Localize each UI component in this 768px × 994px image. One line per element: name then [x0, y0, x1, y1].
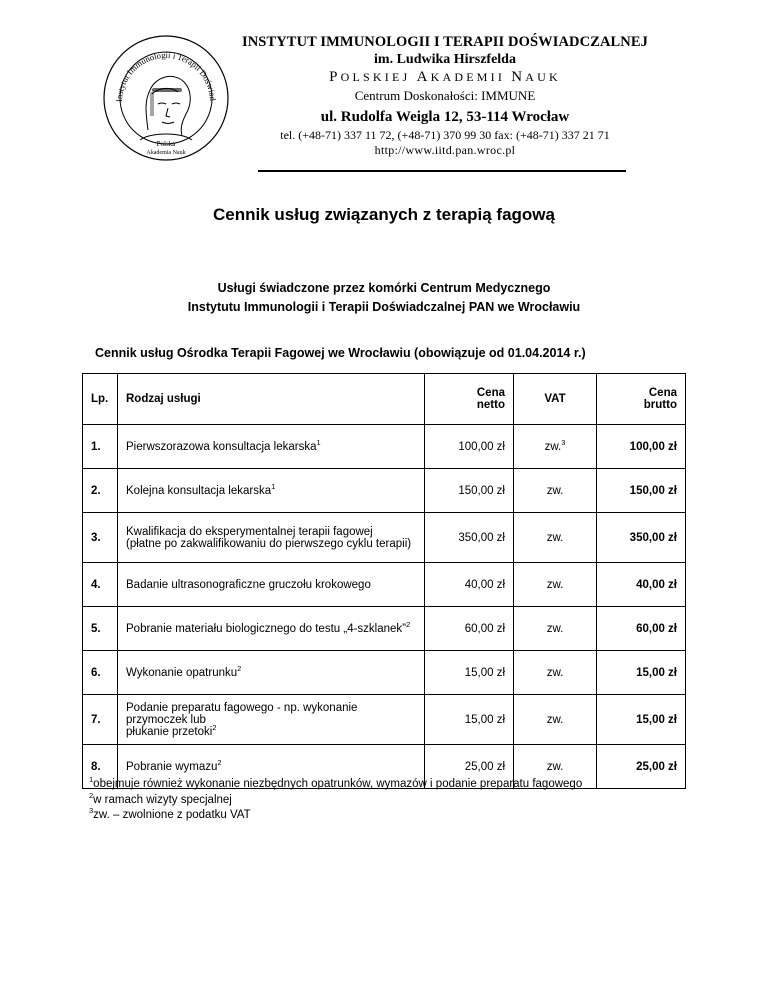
header-net-line1: Cena: [476, 387, 505, 399]
net-price: 15,00 zł: [425, 651, 514, 695]
footnotes: [89, 777, 582, 824]
service-name-line1: Kolejna konsultacja lekarska: [126, 484, 272, 497]
vat-status: [514, 513, 597, 563]
service-name: [118, 513, 425, 563]
letterhead: [230, 34, 660, 158]
header-gross-price: [597, 374, 686, 425]
letterhead-divider: [258, 170, 626, 172]
table-row: [83, 513, 686, 563]
vat-value: zw.: [546, 622, 564, 635]
gross-price: 25,00 zł: [597, 745, 686, 789]
academy-name: POLSKIEJ AKADEMII NAUK: [329, 69, 561, 85]
vat-status: [514, 651, 597, 695]
gross-price: 100,00 zł: [597, 425, 686, 469]
institute-patron: im. Ludwika Hirszfelda: [374, 52, 516, 67]
services-intro: [0, 279, 768, 317]
table-header-row: [83, 374, 686, 425]
table-row: [83, 695, 686, 745]
document-title: Cennik usług związanych z terapią fagową: [213, 205, 555, 224]
table-row: [83, 651, 686, 695]
service-name: [118, 469, 425, 513]
vat-status: [514, 469, 597, 513]
table-row: [83, 425, 686, 469]
footnote-ref: 2: [237, 663, 242, 673]
net-price: 40,00 zł: [425, 563, 514, 607]
footnote-ref: 2: [217, 757, 222, 767]
intro-line-2: Instytutu Immunologii i Terapii Doświadczalnej PAN we Wrocławiu: [187, 300, 581, 314]
service-name: [118, 695, 425, 745]
table-row: [83, 469, 686, 513]
price-list-heading: Cennik usług Ośrodka Terapii Fagowej we Wrocławiu (obowiązuje od 01.04.2014 r.): [95, 346, 586, 360]
footnote: [89, 777, 582, 793]
service-name-line2: (płatne po zakwalifikowaniu do pierwszego cyklu terapii): [126, 537, 412, 550]
footnote-ref: 2: [212, 722, 217, 732]
footnote: [89, 790, 582, 809]
net-price: 25,00 zł: [425, 745, 514, 789]
gross-price: 60,00 zł: [597, 607, 686, 651]
logo-bottom-text-2: Akademia Nauk: [146, 150, 186, 156]
institute-address: ul. Rudolfa Weigla 12, 53-114 Wrocław: [320, 109, 570, 125]
table-row: [83, 563, 686, 607]
price-table: [82, 373, 686, 789]
service-name-line1: Pierwszorazowa konsultacja lekarska: [126, 440, 317, 453]
table-row: [83, 607, 686, 651]
vat-status: [514, 563, 597, 607]
vat-status: [514, 425, 597, 469]
header-net-price: [425, 374, 514, 425]
service-name-line2: płukanie przetoki: [126, 725, 213, 738]
logo-ring-text: Instytut Immunologii i Terapii Doświad: [113, 49, 219, 103]
centre-name: Centrum Doskonałości: IMMUNE: [354, 88, 536, 103]
gross-price: 15,00 zł: [597, 695, 686, 745]
row-number: 4.: [83, 563, 118, 607]
service-name-line1: Pobranie wymazu: [126, 760, 218, 773]
service-name-line1: Pobranie materiału biologicznego do testu „4-szklanek”: [126, 622, 406, 635]
logo-bottom-text-1: Polska: [156, 140, 176, 148]
vat-value: zw.: [546, 531, 564, 544]
gross-price: 15,00 zł: [597, 651, 686, 695]
service-name-line1: Wykonanie opatrunku: [126, 666, 238, 679]
net-price: 60,00 zł: [425, 607, 514, 651]
footnote-mark: 2: [89, 790, 94, 800]
service-name: [118, 607, 425, 651]
header-lp: Lp.: [83, 374, 118, 425]
row-number: 7.: [83, 695, 118, 745]
intro-line-1: Usługi świadczone przez komórki Centrum Medycznego: [217, 281, 551, 295]
header-gross-line1: Cena: [648, 387, 677, 399]
vat-value: zw.: [546, 578, 564, 591]
net-price: 100,00 zł: [425, 425, 514, 469]
vat-value: zw.: [546, 484, 564, 497]
contact-phones: tel. (+48-71) 337 11 72, (+48-71) 370 99 30 fax: (+48-71) 337 21 71: [280, 128, 610, 142]
service-name-line1: Badanie ultrasonograficzne gruczołu krokowego: [126, 578, 371, 591]
footnote-mark: 3: [89, 806, 94, 815]
service-name-line1: Podanie preparatu fagowego - np. wykonanie przymoczek lub: [126, 701, 358, 726]
header-net-line2: netto: [476, 399, 505, 411]
service-name-line1: Kwalifikacja do eksperymentalnej terapii fagowej: [126, 525, 373, 538]
vat-value: zw.: [546, 760, 564, 773]
row-number: 6.: [83, 651, 118, 695]
gross-price: 40,00 zł: [597, 563, 686, 607]
vat-status: [514, 695, 597, 745]
vat-value: zw.: [544, 440, 562, 453]
gross-price: 150,00 zł: [597, 469, 686, 513]
vat-value: zw.: [546, 666, 564, 679]
footnote-text: zw. – zwolnione z podatku VAT: [93, 809, 251, 821]
service-name: [118, 425, 425, 469]
footnote-mark: 1: [89, 775, 94, 784]
row-number: 3.: [83, 513, 118, 563]
vat-value: zw.: [546, 713, 564, 726]
website-link[interactable]: http://www.iitd.pan.wroc.pl: [374, 143, 516, 157]
net-price: 350,00 zł: [425, 513, 514, 563]
row-number: 2.: [83, 469, 118, 513]
header-gross-line2: brutto: [643, 399, 677, 411]
footnote-text: obejmuje również wykonanie niezbędnych opatrunków, wymazów i podanie preparatu fagowego: [93, 778, 583, 790]
header-vat: VAT: [514, 374, 597, 425]
service-name: [118, 563, 425, 607]
row-number: 5.: [83, 607, 118, 651]
footnote: [89, 808, 582, 824]
row-number: 8.: [83, 745, 118, 789]
row-number: 1.: [83, 425, 118, 469]
footnote-text: w ramach wizyty specjalnej: [93, 793, 232, 806]
footnote-ref: 3: [561, 437, 566, 447]
vat-status: [514, 607, 597, 651]
footnote-ref: 1: [271, 481, 276, 491]
gross-price: 350,00 zł: [597, 513, 686, 563]
institute-name: INSTYTUT IMMUNOLOGII I TERAPII DOŚWIADCZALNEJ: [241, 34, 648, 50]
service-name: [118, 651, 425, 695]
footnote-ref: 2: [406, 619, 411, 629]
header-service: Rodzaj usługi: [118, 374, 425, 425]
net-price: 15,00 zł: [425, 695, 514, 745]
net-price: 150,00 zł: [425, 469, 514, 513]
footnote-ref: 1: [316, 437, 321, 447]
institute-logo: [100, 32, 232, 164]
